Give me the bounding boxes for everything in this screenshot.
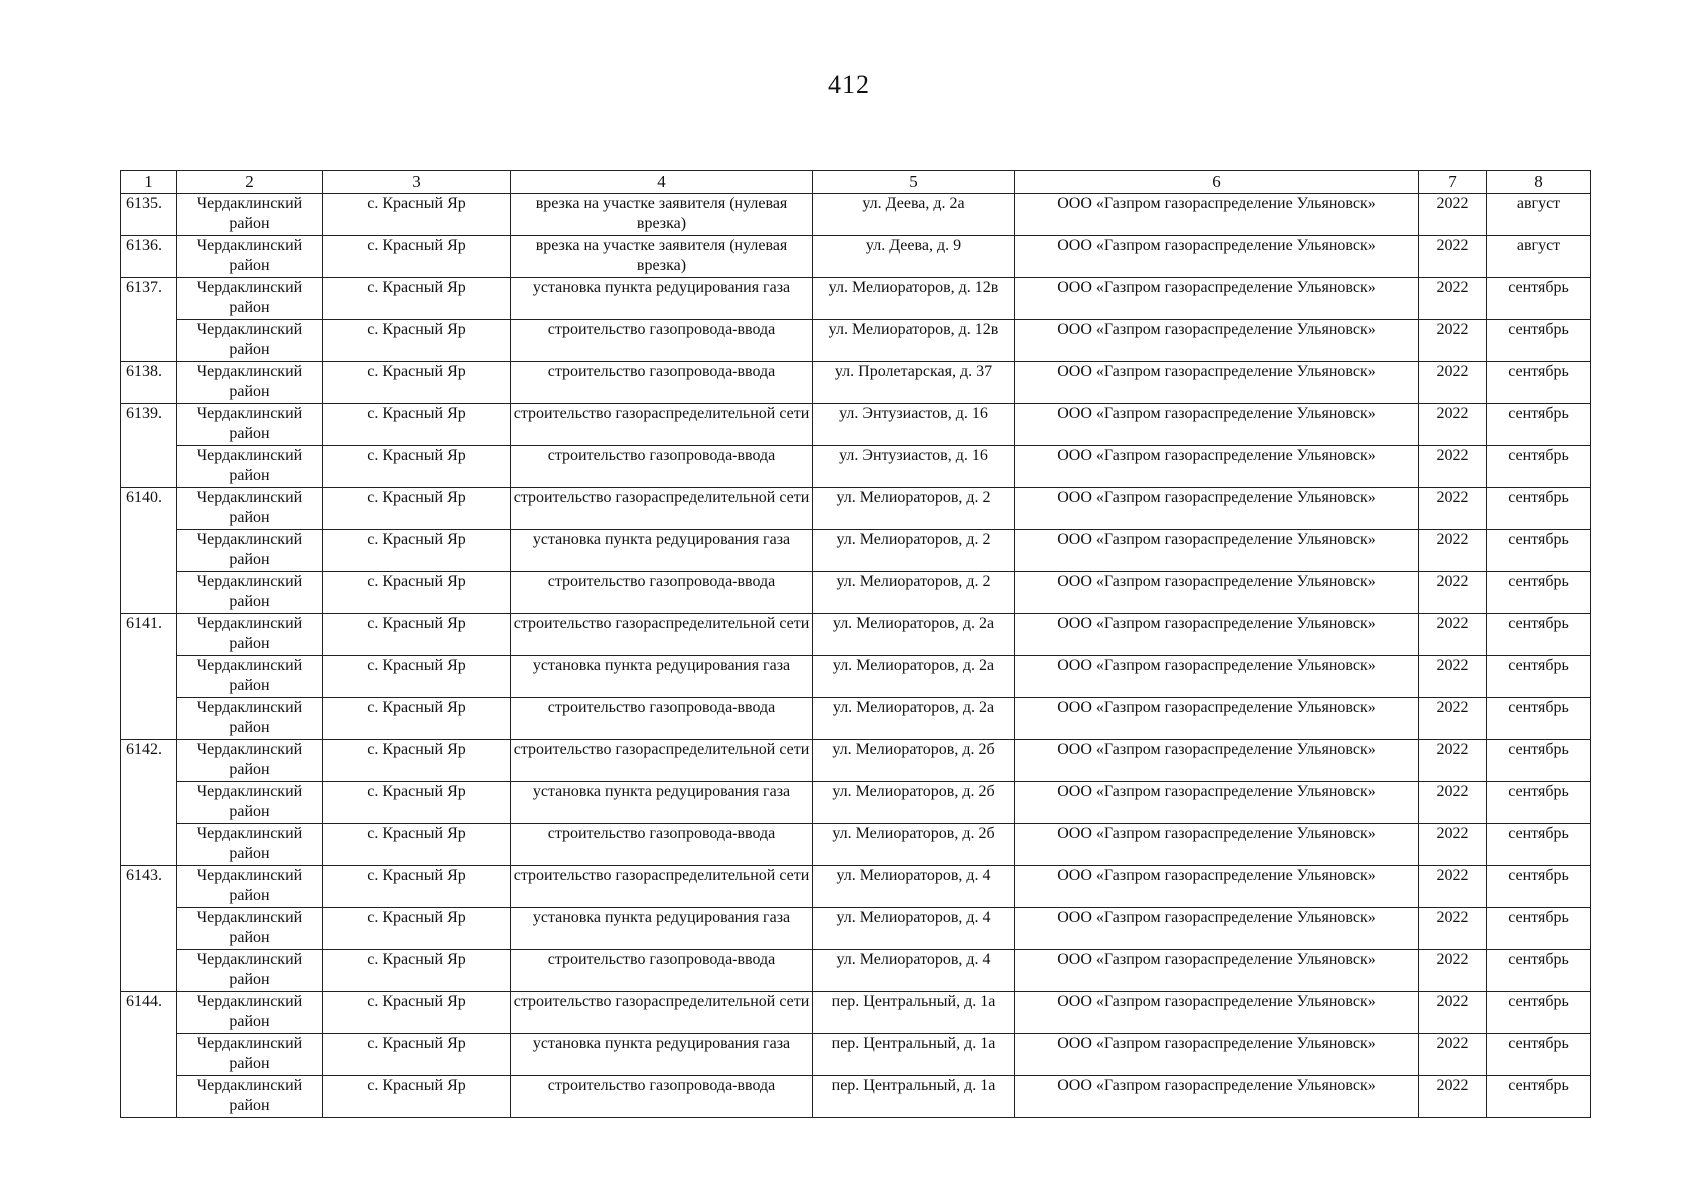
organization-cell: ООО «Газпром газораспределение Ульяновск» [1015, 488, 1419, 530]
address-cell: ул. Мелиораторов, д. 2б [813, 824, 1015, 866]
month-cell: сентябрь [1487, 656, 1591, 698]
locality-cell: с. Красный Яр [323, 278, 511, 320]
table-row [121, 908, 1591, 950]
locality-cell: с. Красный Яр [323, 782, 511, 824]
table-row [121, 656, 1591, 698]
header-row [121, 171, 1591, 194]
month-cell: сентябрь [1487, 530, 1591, 572]
organization-cell: ООО «Газпром газораспределение Ульяновск» [1015, 1034, 1419, 1076]
work-type-cell: строительство газораспределительной сети [511, 404, 813, 446]
organization-cell: ООО «Газпром газораспределение Ульяновск» [1015, 362, 1419, 404]
district-cell: Чердаклинский район [177, 824, 323, 866]
table-body [121, 194, 1591, 1118]
work-type-cell: установка пункта редуцирования газа [511, 908, 813, 950]
year-cell: 2022 [1419, 446, 1487, 488]
work-type-cell: строительство газопровода-ввода [511, 698, 813, 740]
work-type-cell: строительство газопровода-ввода [511, 824, 813, 866]
organization-cell: ООО «Газпром газораспределение Ульяновск» [1015, 782, 1419, 824]
work-type-cell: строительство газораспределительной сети [511, 740, 813, 782]
table-row [121, 866, 1591, 908]
address-cell: ул. Энтузиастов, д. 16 [813, 446, 1015, 488]
year-cell: 2022 [1419, 992, 1487, 1034]
entry-number-cell [121, 656, 177, 698]
locality-cell: с. Красный Яр [323, 824, 511, 866]
entry-number-cell [121, 1076, 177, 1118]
locality-cell: с. Красный Яр [323, 656, 511, 698]
column-header-8: 8 [1487, 171, 1591, 194]
district-cell: Чердаклинский район [177, 404, 323, 446]
month-cell: сентябрь [1487, 1034, 1591, 1076]
entry-number-cell [121, 572, 177, 614]
gas-works-table [120, 170, 1591, 1118]
table-row [121, 446, 1591, 488]
address-cell: ул. Энтузиастов, д. 16 [813, 404, 1015, 446]
locality-cell: с. Красный Яр [323, 1034, 511, 1076]
organization-cell: ООО «Газпром газораспределение Ульяновск» [1015, 530, 1419, 572]
district-cell: Чердаклинский район [177, 362, 323, 404]
month-cell: сентябрь [1487, 572, 1591, 614]
entry-number-cell: 6144. [121, 992, 177, 1034]
table-row [121, 320, 1591, 362]
organization-cell: ООО «Газпром газораспределение Ульяновск» [1015, 446, 1419, 488]
district-cell: Чердаклинский район [177, 908, 323, 950]
locality-cell: с. Красный Яр [323, 950, 511, 992]
work-type-cell: строительство газораспределительной сети [511, 992, 813, 1034]
work-type-cell: строительство газораспределительной сети [511, 488, 813, 530]
organization-cell: ООО «Газпром газораспределение Ульяновск» [1015, 1076, 1419, 1118]
locality-cell: с. Красный Яр [323, 194, 511, 236]
organization-cell: ООО «Газпром газораспределение Ульяновск» [1015, 908, 1419, 950]
locality-cell: с. Красный Яр [323, 488, 511, 530]
table-row [121, 1076, 1591, 1118]
year-cell: 2022 [1419, 194, 1487, 236]
year-cell: 2022 [1419, 908, 1487, 950]
organization-cell: ООО «Газпром газораспределение Ульяновск» [1015, 992, 1419, 1034]
address-cell: ул. Мелиораторов, д. 2а [813, 698, 1015, 740]
work-type-cell: врезка на участке заявителя (нулевая врезка) [511, 236, 813, 278]
locality-cell: с. Красный Яр [323, 866, 511, 908]
address-cell: ул. Мелиораторов, д. 2а [813, 656, 1015, 698]
month-cell: сентябрь [1487, 404, 1591, 446]
work-type-cell: установка пункта редуцирования газа [511, 1034, 813, 1076]
address-cell: ул. Мелиораторов, д. 4 [813, 950, 1015, 992]
month-cell: сентябрь [1487, 362, 1591, 404]
entry-number-cell: 6138. [121, 362, 177, 404]
work-type-cell: строительство газопровода-ввода [511, 320, 813, 362]
year-cell: 2022 [1419, 488, 1487, 530]
organization-cell: ООО «Газпром газораспределение Ульяновск» [1015, 824, 1419, 866]
work-type-cell: установка пункта редуцирования газа [511, 278, 813, 320]
entry-number-cell: 6143. [121, 866, 177, 908]
work-type-cell: строительство газопровода-ввода [511, 446, 813, 488]
year-cell: 2022 [1419, 320, 1487, 362]
address-cell: ул. Мелиораторов, д. 2б [813, 740, 1015, 782]
district-cell: Чердаклинский район [177, 1076, 323, 1118]
entry-number-cell [121, 908, 177, 950]
work-type-cell: установка пункта редуцирования газа [511, 530, 813, 572]
address-cell: ул. Мелиораторов, д. 2 [813, 488, 1015, 530]
year-cell: 2022 [1419, 866, 1487, 908]
month-cell: сентябрь [1487, 488, 1591, 530]
column-header-5: 5 [813, 171, 1015, 194]
entry-number-cell [121, 824, 177, 866]
district-cell: Чердаклинский район [177, 278, 323, 320]
table-row [121, 698, 1591, 740]
table-row [121, 404, 1591, 446]
locality-cell: с. Красный Яр [323, 740, 511, 782]
address-cell: ул. Мелиораторов, д. 2 [813, 572, 1015, 614]
month-cell: сентябрь [1487, 824, 1591, 866]
table-row [121, 950, 1591, 992]
district-cell: Чердаклинский район [177, 572, 323, 614]
table-row [121, 824, 1591, 866]
address-cell: ул. Деева, д. 9 [813, 236, 1015, 278]
organization-cell: ООО «Газпром газораспределение Ульяновск» [1015, 320, 1419, 362]
address-cell: ул. Мелиораторов, д. 2а [813, 614, 1015, 656]
column-header-4: 4 [511, 171, 813, 194]
address-cell: пер. Центральный, д. 1а [813, 1034, 1015, 1076]
table-row [121, 488, 1591, 530]
table-row [121, 362, 1591, 404]
address-cell: ул. Мелиораторов, д. 2 [813, 530, 1015, 572]
district-cell: Чердаклинский район [177, 194, 323, 236]
organization-cell: ООО «Газпром газораспределение Ульяновск» [1015, 656, 1419, 698]
table-row [121, 1034, 1591, 1076]
district-cell: Чердаклинский район [177, 866, 323, 908]
year-cell: 2022 [1419, 824, 1487, 866]
district-cell: Чердаклинский район [177, 614, 323, 656]
table-row [121, 278, 1591, 320]
year-cell: 2022 [1419, 362, 1487, 404]
table-row [121, 992, 1591, 1034]
year-cell: 2022 [1419, 236, 1487, 278]
district-cell: Чердаклинский район [177, 782, 323, 824]
month-cell: сентябрь [1487, 908, 1591, 950]
locality-cell: с. Красный Яр [323, 404, 511, 446]
page-number: 412 [828, 70, 870, 99]
address-cell: ул. Мелиораторов, д. 12в [813, 320, 1015, 362]
entry-number-cell: 6139. [121, 404, 177, 446]
month-cell: сентябрь [1487, 698, 1591, 740]
district-cell: Чердаклинский район [177, 446, 323, 488]
work-type-cell: установка пункта редуцирования газа [511, 782, 813, 824]
organization-cell: ООО «Газпром газораспределение Ульяновск» [1015, 404, 1419, 446]
year-cell: 2022 [1419, 1034, 1487, 1076]
month-cell: сентябрь [1487, 320, 1591, 362]
locality-cell: с. Красный Яр [323, 362, 511, 404]
locality-cell: с. Красный Яр [323, 320, 511, 362]
entry-number-cell: 6136. [121, 236, 177, 278]
address-cell: ул. Мелиораторов, д. 2б [813, 782, 1015, 824]
entry-number-cell [121, 530, 177, 572]
organization-cell: ООО «Газпром газораспределение Ульяновск» [1015, 278, 1419, 320]
organization-cell: ООО «Газпром газораспределение Ульяновск» [1015, 740, 1419, 782]
entry-number-cell: 6140. [121, 488, 177, 530]
table-row [121, 572, 1591, 614]
district-cell: Чердаклинский район [177, 530, 323, 572]
year-cell: 2022 [1419, 1076, 1487, 1118]
table-header [121, 171, 1591, 194]
organization-cell: ООО «Газпром газораспределение Ульяновск» [1015, 698, 1419, 740]
month-cell: сентябрь [1487, 278, 1591, 320]
table-row [121, 782, 1591, 824]
table-row [121, 740, 1591, 782]
locality-cell: с. Красный Яр [323, 992, 511, 1034]
work-type-cell: установка пункта редуцирования газа [511, 656, 813, 698]
column-header-2: 2 [177, 171, 323, 194]
district-cell: Чердаклинский район [177, 698, 323, 740]
address-cell: ул. Мелиораторов, д. 12в [813, 278, 1015, 320]
work-type-cell: врезка на участке заявителя (нулевая врезка) [511, 194, 813, 236]
entry-number-cell [121, 1034, 177, 1076]
address-cell: ул. Мелиораторов, д. 4 [813, 866, 1015, 908]
locality-cell: с. Красный Яр [323, 530, 511, 572]
district-cell: Чердаклинский район [177, 656, 323, 698]
table-row [121, 194, 1591, 236]
year-cell: 2022 [1419, 614, 1487, 656]
column-header-3: 3 [323, 171, 511, 194]
organization-cell: ООО «Газпром газораспределение Ульяновск» [1015, 866, 1419, 908]
address-cell: ул. Мелиораторов, д. 4 [813, 908, 1015, 950]
address-cell: пер. Центральный, д. 1а [813, 992, 1015, 1034]
year-cell: 2022 [1419, 950, 1487, 992]
year-cell: 2022 [1419, 278, 1487, 320]
month-cell: сентябрь [1487, 1076, 1591, 1118]
work-type-cell: строительство газопровода-ввода [511, 572, 813, 614]
work-type-cell: строительство газораспределительной сети [511, 866, 813, 908]
entry-number-cell: 6135. [121, 194, 177, 236]
column-header-1: 1 [121, 171, 177, 194]
locality-cell: с. Красный Яр [323, 572, 511, 614]
work-type-cell: строительство газораспределительной сети [511, 614, 813, 656]
work-type-cell: строительство газопровода-ввода [511, 362, 813, 404]
entry-number-cell: 6137. [121, 278, 177, 320]
organization-cell: ООО «Газпром газораспределение Ульяновск» [1015, 194, 1419, 236]
year-cell: 2022 [1419, 404, 1487, 446]
year-cell: 2022 [1419, 782, 1487, 824]
entry-number-cell [121, 782, 177, 824]
work-type-cell: строительство газопровода-ввода [511, 1076, 813, 1118]
locality-cell: с. Красный Яр [323, 1076, 511, 1118]
table-row [121, 614, 1591, 656]
address-cell: ул. Деева, д. 2а [813, 194, 1015, 236]
month-cell: август [1487, 194, 1591, 236]
entry-number-cell: 6142. [121, 740, 177, 782]
month-cell: сентябрь [1487, 446, 1591, 488]
locality-cell: с. Красный Яр [323, 908, 511, 950]
month-cell: август [1487, 236, 1591, 278]
entry-number-cell [121, 698, 177, 740]
locality-cell: с. Красный Яр [323, 614, 511, 656]
locality-cell: с. Красный Яр [323, 698, 511, 740]
entry-number-cell [121, 446, 177, 488]
organization-cell: ООО «Газпром газораспределение Ульяновск» [1015, 950, 1419, 992]
year-cell: 2022 [1419, 572, 1487, 614]
entry-number-cell [121, 950, 177, 992]
district-cell: Чердаклинский район [177, 950, 323, 992]
column-header-6: 6 [1015, 171, 1419, 194]
year-cell: 2022 [1419, 740, 1487, 782]
district-cell: Чердаклинский район [177, 236, 323, 278]
district-cell: Чердаклинский район [177, 740, 323, 782]
locality-cell: с. Красный Яр [323, 446, 511, 488]
table-row [121, 236, 1591, 278]
organization-cell: ООО «Газпром газораспределение Ульяновск» [1015, 236, 1419, 278]
column-header-7: 7 [1419, 171, 1487, 194]
organization-cell: ООО «Газпром газораспределение Ульяновск» [1015, 614, 1419, 656]
address-cell: ул. Пролетарская, д. 37 [813, 362, 1015, 404]
year-cell: 2022 [1419, 530, 1487, 572]
locality-cell: с. Красный Яр [323, 236, 511, 278]
entry-number-cell: 6141. [121, 614, 177, 656]
table-row [121, 530, 1591, 572]
month-cell: сентябрь [1487, 950, 1591, 992]
district-cell: Чердаклинский район [177, 320, 323, 362]
year-cell: 2022 [1419, 698, 1487, 740]
year-cell: 2022 [1419, 656, 1487, 698]
month-cell: сентябрь [1487, 740, 1591, 782]
district-cell: Чердаклинский район [177, 1034, 323, 1076]
district-cell: Чердаклинский район [177, 488, 323, 530]
entry-number-cell [121, 320, 177, 362]
month-cell: сентябрь [1487, 614, 1591, 656]
month-cell: сентябрь [1487, 866, 1591, 908]
month-cell: сентябрь [1487, 992, 1591, 1034]
organization-cell: ООО «Газпром газораспределение Ульяновск» [1015, 572, 1419, 614]
district-cell: Чердаклинский район [177, 992, 323, 1034]
address-cell: пер. Центральный, д. 1а [813, 1076, 1015, 1118]
work-type-cell: строительство газопровода-ввода [511, 950, 813, 992]
month-cell: сентябрь [1487, 782, 1591, 824]
